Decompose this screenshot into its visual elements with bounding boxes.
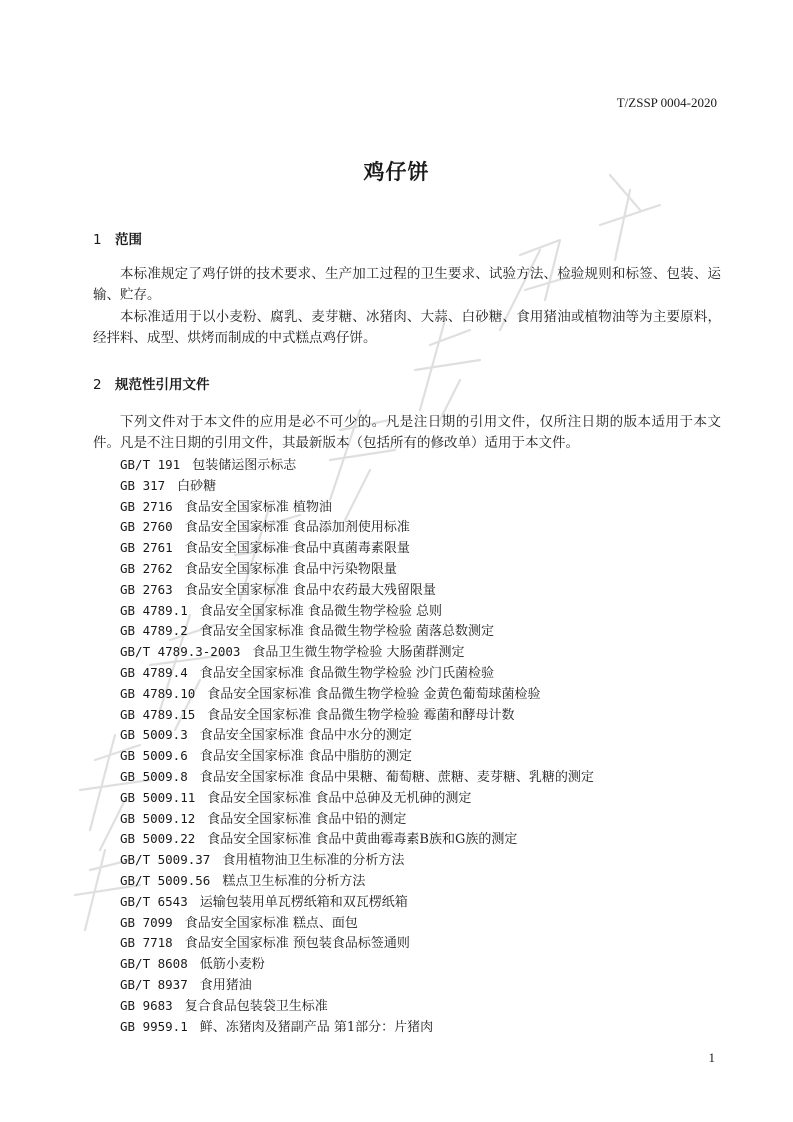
list-item xyxy=(120,913,594,934)
reference-name: 食品安全国家标准 食品微生物学检验 沙门氏菌检验 xyxy=(199,665,494,681)
reference-code: GB/T 8937 xyxy=(120,976,188,992)
reference-name: 复合食品包装袋卫生标准 xyxy=(184,998,328,1014)
reference-name: 食品安全国家标准 食品中脂肪的测定 xyxy=(199,749,412,765)
list-item xyxy=(120,746,594,767)
reference-code: GB/T 8608 xyxy=(120,956,188,972)
reference-name: 食品安全国家标准 食品中总砷及无机砷的测定 xyxy=(207,790,472,806)
list-item xyxy=(120,642,594,663)
reference-name: 包装储运图示标志 xyxy=(192,458,297,473)
reference-name: 食品安全国家标准 植物油 xyxy=(184,499,332,515)
reference-name: 白砂糖 xyxy=(177,478,217,494)
reference-name: 鲜、冻猪肉及猪副产品 第1部分：片猪肉 xyxy=(199,1019,434,1035)
section-heading-scope xyxy=(93,228,142,248)
list-item xyxy=(120,954,594,975)
reference-name: 食品安全国家标准 食品中真菌毒素限量 xyxy=(184,541,410,557)
reference-name: 食品安全国家标准 食品中黄曲霉毒素B族和G族的测定 xyxy=(207,832,518,848)
reference-code: GB 5009.3 xyxy=(120,727,188,743)
list-item xyxy=(120,517,594,538)
reference-code: GB 4789.10 xyxy=(120,685,196,701)
list-item xyxy=(120,497,594,518)
paragraph: 本标准适用于以小麦粉、腐乳、麦芽糖、冰猪肉、大蒜、白砂糖、食用猪油或植物油等为主要原料，经拌料、成型、烘烤而制成的中式糕点鸡仔饼。 xyxy=(93,309,721,346)
reference-name: 食品安全国家标准 食品微生物学检验 霉菌和酵母计数 xyxy=(207,707,515,723)
reference-code: GB 5009.22 xyxy=(120,831,196,847)
page-title: 鸡仔饼 xyxy=(363,160,430,184)
list-item xyxy=(120,725,594,746)
list-item xyxy=(120,788,594,809)
reference-name: 食品安全国家标准 食品中水分的测定 xyxy=(199,728,412,744)
reference-code: GB 5009.8 xyxy=(120,768,188,784)
reference-name: 食品安全国家标准 食品中果糖、葡萄糖、蔗糖、麦芽糖、乳糖的测定 xyxy=(199,769,594,785)
reference-code: GB/T 191 xyxy=(120,457,181,472)
section-title: 范围 xyxy=(115,232,142,248)
reference-name: 食品安全国家标准 食品中铅的测定 xyxy=(207,811,407,827)
reference-name: 低筋小麦粉 xyxy=(199,957,265,973)
page-number: 1 xyxy=(708,1050,715,1065)
list-item xyxy=(120,476,594,497)
reference-code: GB 2716 xyxy=(120,498,173,514)
reference-name: 运输包装用单瓦楞纸箱和双瓦楞纸箱 xyxy=(199,894,408,910)
paragraph: 下列文件对于本文件的应用是必不可少的。凡是注日期的引用文件，仅所注日期的版本适用于本文件。凡是不注日期的引用文件，其最新版本（包括所有的修改单）适用于本文件。 xyxy=(93,414,721,451)
reference-name: 糕点卫生标准的分析方法 xyxy=(222,873,366,889)
reference-name: 食品安全国家标准 食品微生物学检验 金黄色葡萄球菌检验 xyxy=(207,686,541,702)
reference-code: GB 2761 xyxy=(120,540,173,556)
list-item xyxy=(120,933,594,954)
standard-code: T/ZSSP 0004-2020 xyxy=(616,95,717,110)
reference-code: GB/T 4789.3-2003 xyxy=(120,644,241,660)
list-item xyxy=(120,663,594,684)
reference-name: 食品安全国家标准 预包装食品标签通则 xyxy=(184,936,410,952)
list-item xyxy=(120,829,594,850)
reference-code: GB 4789.1 xyxy=(120,602,188,618)
reference-name: 食品安全国家标准 食品中农药最大残留限量 xyxy=(184,582,436,598)
reference-name: 食品安全国家标准 食品微生物学检验 总则 xyxy=(199,603,442,619)
section-title: 规范性引用文件 xyxy=(115,377,210,393)
reference-name: 食品安全国家标准 食品中污染物限量 xyxy=(184,561,397,577)
reference-code: GB 7718 xyxy=(120,935,173,951)
section-number: 1 xyxy=(93,232,102,248)
list-item xyxy=(120,850,594,871)
reference-code: GB 2762 xyxy=(120,560,173,576)
reference-code: GB 9683 xyxy=(120,997,173,1013)
reference-name: 食用植物油卫生标准的分析方法 xyxy=(222,853,405,869)
reference-code: GB 4789.15 xyxy=(120,706,196,722)
section-heading-normative-references xyxy=(93,373,210,393)
reference-name: 食品卫生微生物学检验 大肠菌群测定 xyxy=(252,645,465,661)
list-item xyxy=(120,705,594,726)
reference-code: GB 4789.4 xyxy=(120,664,188,680)
reference-code: GB/T 5009.37 xyxy=(120,852,211,868)
list-item xyxy=(120,559,594,580)
list-item xyxy=(120,975,594,996)
list-item xyxy=(120,538,594,559)
list-item xyxy=(120,601,594,622)
list-item xyxy=(120,1017,594,1038)
reference-code: GB/T 6543 xyxy=(120,893,188,909)
list-item xyxy=(120,809,594,830)
list-item xyxy=(120,621,594,642)
reference-code: GB 5009.11 xyxy=(120,789,196,805)
reference-code: GB 7099 xyxy=(120,914,173,930)
reference-code: GB 2763 xyxy=(120,581,173,597)
reference-code: GB 5009.6 xyxy=(120,748,188,764)
list-item xyxy=(120,892,594,913)
section-number: 2 xyxy=(93,377,102,393)
list-item xyxy=(120,767,594,788)
list-item xyxy=(120,580,594,601)
reference-code: GB 9959.1 xyxy=(120,1018,188,1034)
list-item xyxy=(120,996,594,1017)
reference-name: 食品安全国家标准 食品添加剂使用标准 xyxy=(184,520,410,536)
list-item xyxy=(120,684,594,705)
reference-code: GB 2760 xyxy=(120,519,173,535)
reference-code: GB 5009.12 xyxy=(120,810,196,826)
reference-list xyxy=(120,455,594,1037)
reference-name: 食用猪油 xyxy=(199,977,252,993)
paragraph: 本标准规定了鸡仔饼的技术要求、生产加工过程的卫生要求、试验方法、检验规则和标签、包装、运输、贮存。 xyxy=(93,266,721,303)
reference-name: 食品安全国家标准 食品微生物学检验 菌落总数测定 xyxy=(199,624,494,640)
list-item xyxy=(120,455,594,476)
reference-code: GB 317 xyxy=(120,477,166,493)
reference-code: GB 4789.2 xyxy=(120,623,188,639)
reference-code: GB/T 5009.56 xyxy=(120,872,211,888)
list-item xyxy=(120,871,594,892)
reference-name: 食品安全国家标准 糕点、面包 xyxy=(184,915,358,931)
